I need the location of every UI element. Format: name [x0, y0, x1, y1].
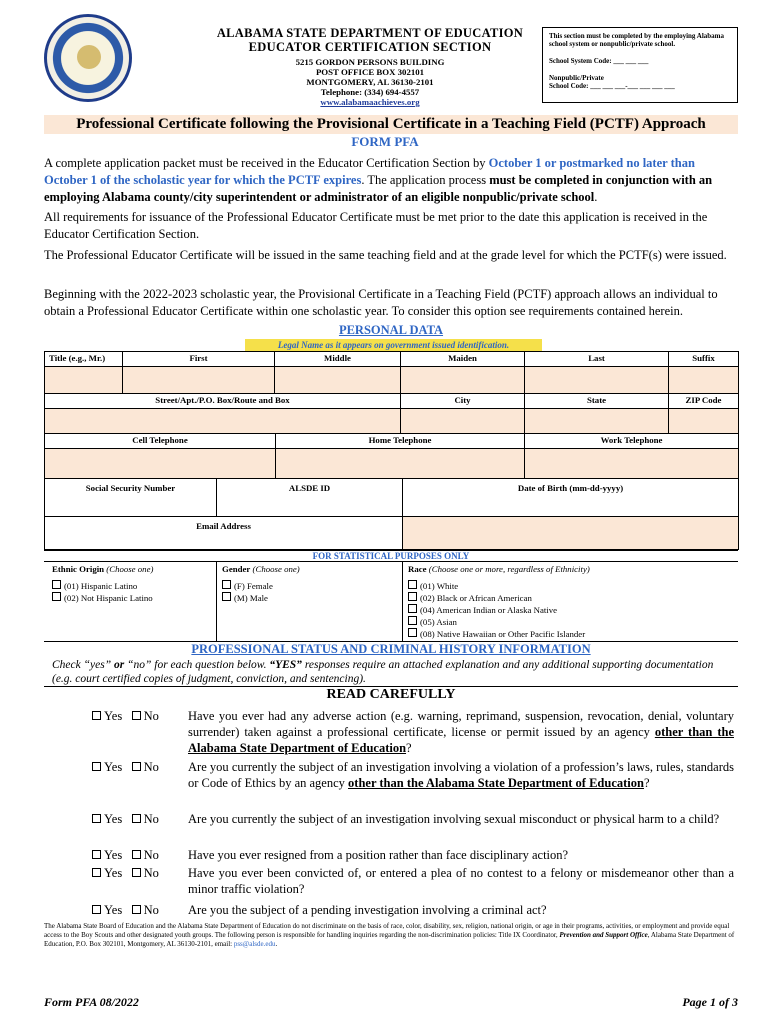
race-group [408, 563, 738, 640]
no-label: No [143, 848, 159, 862]
zip-label: ZIP Code [669, 394, 739, 409]
employer-note: This section must be completed by the employing Alabama school system or nonpublic/private school. [549, 32, 725, 48]
ethnic-option-label: (02) Not Hispanic Latino [64, 593, 153, 603]
home-phone-label: Home Telephone [276, 434, 525, 449]
yes-label: Yes [104, 709, 123, 723]
title-label: Title (e.g., Mr.) [45, 352, 123, 367]
checkbox-icon[interactable] [222, 580, 231, 589]
race-label: Race [408, 564, 427, 574]
checkbox-icon[interactable] [408, 616, 417, 625]
question-5 [92, 865, 734, 897]
street-input[interactable] [45, 409, 401, 434]
instruction-or: or [113, 659, 125, 671]
first-name-label: First [123, 352, 275, 367]
page-title: Professional Certificate following the Provisional Certificate in a Teaching Field (PCTF) Approach [44, 115, 738, 134]
check-instructions [52, 658, 732, 686]
no-label: No [143, 903, 159, 917]
website-link[interactable]: www.alabamaachieves.org [320, 97, 420, 108]
race-option-label: (05) Asian [420, 617, 457, 627]
checkbox-icon[interactable] [408, 604, 417, 613]
deadline-text: October 1 or postmarked no later than October 1 of the scholastic year for which the PCTF expires [44, 156, 695, 187]
checkbox-icon[interactable] [52, 592, 61, 601]
id-table [44, 478, 739, 517]
checkbox-icon[interactable] [408, 628, 417, 637]
state-label: State [525, 394, 669, 409]
intro-paragraph [44, 155, 738, 206]
form-name: FORM PFA [351, 134, 419, 149]
race-option-asian[interactable] [408, 616, 738, 628]
first-name-input[interactable] [123, 367, 275, 394]
question-6 [92, 902, 734, 918]
no-label: No [143, 760, 159, 774]
yes-checkbox-icon[interactable] [92, 711, 101, 720]
question-text: Have you ever resigned from a position rather than face disciplinary action? [188, 848, 569, 862]
gender-option-female[interactable] [222, 580, 398, 592]
question-4 [92, 847, 734, 863]
cell-phone-input[interactable] [45, 449, 276, 479]
agency-name: ALABAMA STATE DEPARTMENT OF EDUCATION [216, 26, 524, 40]
legal-name-note: Legal Name as it appears on government issued identification. [245, 339, 542, 351]
street-label: Street/Apt./P.O. Box/Route and Box [45, 394, 401, 409]
no-label: No [143, 866, 159, 880]
gender-group [222, 563, 398, 604]
yes-label: Yes [104, 760, 123, 774]
pctf-paragraph: Beginning with the 2022-2023 scholastic year, the Provisional Certificate in a Teaching Field (PCTF) approach allows an individual to obtain a Professional Educator Certificate within one scholastic year. To consider this option see requirements contained herein. [44, 287, 718, 318]
employer-box [542, 27, 738, 103]
city-input[interactable] [401, 409, 525, 434]
private-school-label: Nonpublic/Private [549, 74, 604, 82]
alsde-id-label: ALSDE ID [217, 479, 403, 517]
yes-checkbox-icon[interactable] [92, 905, 101, 914]
race-option-label: (02) Black or African American [420, 593, 532, 603]
question-text: Have you ever been convicted of, or entered a plea of no contest to a felony or misdemeanor other than a minor traffic violation? [188, 866, 734, 896]
checkbox-icon[interactable] [52, 580, 61, 589]
city-label: City [401, 394, 525, 409]
no-label: No [143, 709, 159, 723]
question-end: ? [406, 741, 412, 755]
ethnic-option-label: (01) Hispanic Latino [64, 581, 138, 591]
checkbox-icon[interactable] [408, 592, 417, 601]
notice-office: Prevention and Support Office [559, 931, 648, 939]
gender-hint: (Choose one) [252, 564, 300, 574]
alsde-seal-logo [44, 14, 132, 102]
notice-text-c: , Alabama State Department of Education, P.O. Box 302101, Montgomery, AL 36130-2101, email: [44, 931, 735, 948]
race-option-black[interactable] [408, 592, 738, 604]
no-checkbox-icon[interactable] [132, 814, 141, 823]
email-label: Email Address [45, 517, 403, 550]
question-text: Are you the subject of a pending investigation involving a criminal act? [188, 903, 547, 917]
yes-checkbox-icon[interactable] [92, 814, 101, 823]
form-version: Form PFA 08/2022 [44, 995, 139, 1009]
section-name: EDUCATOR CERTIFICATION SECTION [248, 40, 492, 55]
last-name-input[interactable] [525, 367, 669, 394]
gender-label: Gender [222, 564, 251, 574]
address-line-1: 5215 GORDON PERSONS BUILDING [295, 56, 445, 67]
no-label: No [143, 812, 159, 826]
question-text: Have you ever had any adverse action (e.g. warning, reprimand, suspension, revocation, denial, voluntary surrender) taken against a professional certificate, license or permit issued by an agency [188, 709, 734, 739]
race-option-american-indian[interactable] [408, 604, 738, 616]
yes-label: Yes [104, 866, 123, 880]
zip-input[interactable] [669, 409, 739, 434]
gender-option-male[interactable] [222, 592, 398, 604]
address-line-3: MONTGOMERY, AL 36130-2101 [306, 76, 434, 87]
page-number: Page 1 of 3 [682, 995, 738, 1009]
no-checkbox-icon[interactable] [132, 711, 141, 720]
yes-checkbox-icon[interactable] [92, 868, 101, 877]
yes-checkbox-icon[interactable] [92, 850, 101, 859]
professional-status-heading: PROFESSIONAL STATUS AND CRIMINAL HISTORY INFORMATION [191, 642, 591, 656]
checkbox-icon[interactable] [408, 580, 417, 589]
title-input[interactable] [45, 367, 123, 394]
yes-checkbox-icon[interactable] [92, 762, 101, 771]
intro-text-a: A complete application packet must be received in the Educator Certification Section by [44, 156, 489, 170]
nondiscrimination-notice [44, 922, 738, 949]
statistics-heading: FOR STATISTICAL PURPOSES ONLY [44, 550, 738, 562]
ethnic-option-hispanic[interactable] [52, 580, 212, 592]
race-option-label: (04) American Indian or Alaska Native [420, 605, 558, 615]
race-option-label: (01) White [420, 581, 459, 591]
intro-text-c: . The application process [361, 173, 490, 187]
question-text: Are you currently the subject of an investigation involving a violation of a profession’s laws, rules, standards or Code of Ethics by an agency [188, 760, 734, 790]
middle-name-label: Middle [275, 352, 401, 367]
question-2 [92, 759, 734, 791]
school-system-code-field[interactable]: School System Code: ___ ___ ___ [549, 57, 649, 65]
no-checkbox-icon[interactable] [132, 868, 141, 877]
race-option-white[interactable] [408, 580, 738, 592]
instruction-text-a: Check “yes” [52, 659, 114, 671]
address-table [44, 393, 739, 434]
intro-text-e: . [594, 190, 598, 204]
race-hint: (Choose one or more, regardless of Ethnicity) [428, 564, 590, 574]
suffix-label: Suffix [669, 352, 739, 367]
private-school-code-field[interactable]: School Code: ___ ___ ___-___ ___ ___ ___ [549, 82, 675, 90]
maiden-name-input[interactable] [401, 367, 525, 394]
state-input[interactable] [525, 409, 669, 434]
last-name-label: Last [525, 352, 669, 367]
read-carefully-heading: READ CAREFULLY [326, 687, 456, 702]
instruction-yes: “YES” [269, 659, 302, 671]
question-text: Are you currently the subject of an investigation involving sexual misconduct or physical harm to a child? [188, 812, 720, 826]
name-table [44, 351, 739, 394]
suffix-input[interactable] [669, 367, 739, 394]
yes-label: Yes [104, 812, 123, 826]
gender-option-label: (M) Male [234, 593, 268, 603]
ethnic-origin-label: Ethnic Origin [52, 564, 105, 574]
yes-label: Yes [104, 848, 123, 862]
question-1 [92, 708, 734, 756]
phone-table [44, 433, 739, 479]
yes-label: Yes [104, 903, 123, 917]
no-checkbox-icon[interactable] [132, 850, 141, 859]
personal-data-heading: PERSONAL DATA [338, 323, 444, 337]
instruction-text-b: “no” for each question below. [124, 659, 270, 671]
notice-text-a: The Alabama State Board of Education and the Alabama State Department of Education do not discriminate on the basis of race, color, disability, sex, religion, national origin, or age in their programs, activities, or employment and provide equal access to the Boy Scouts and other designated youth groups. The following person is responsible for handling inquiries regarding the non-discrimination policies: Title IX Coordinator, [44, 922, 730, 939]
notice-end: . [275, 940, 278, 948]
ethnic-origin-hint: (Choose one) [106, 564, 154, 574]
ethnic-option-not-hispanic[interactable] [52, 592, 212, 604]
email-input[interactable] [403, 517, 739, 550]
address-line-2: POST OFFICE BOX 302101 [315, 66, 425, 77]
agency-header [190, 26, 550, 107]
work-phone-input[interactable] [525, 449, 739, 479]
race-option-label: (08) Native Hawaiian or Other Pacific Islander [420, 629, 586, 639]
requirements-paragraph: All requirements for issuance of the Professional Educator Certificate must be met prior to the date this application is received in the Educator Certification Section. [44, 210, 708, 241]
employer-requirement-text: must be completed in conjunction with an employing Alabama county/city superintendent or administrator of an eligible nonpublic/private school [44, 173, 713, 204]
no-checkbox-icon[interactable] [132, 762, 141, 771]
ethnic-origin-group [52, 563, 212, 604]
work-phone-label: Work Telephone [525, 434, 739, 449]
gender-option-label: (F) Female [234, 581, 273, 591]
phone-number: Telephone: (334) 694-4557 [320, 87, 420, 98]
notice-email-link[interactable]: pss@alsde.edu [233, 940, 276, 948]
middle-name-input[interactable] [275, 367, 401, 394]
no-checkbox-icon[interactable] [132, 905, 141, 914]
question-3 [92, 811, 734, 827]
dob-label: Date of Birth (mm-dd-yyyy) [403, 479, 739, 517]
instruction-text-c: responses require an attached explanation and any additional supporting documentation (e.g. court certified copies of judgment, conviction, and sentencing). [52, 659, 714, 685]
race-option-pacific-islander[interactable] [408, 628, 738, 640]
maiden-name-label: Maiden [401, 352, 525, 367]
ssn-label: Social Security Number [45, 479, 217, 517]
issuance-paragraph: The Professional Educator Certificate will be issued in the same teaching field and at the grade level for which the PCTF(s) were issued. [44, 248, 727, 262]
checkbox-icon[interactable] [222, 592, 231, 601]
question-emphasis: other than the Alabama State Department of Education [348, 776, 644, 790]
home-phone-input[interactable] [276, 449, 525, 479]
email-table [44, 516, 739, 550]
question-end: ? [643, 776, 650, 790]
cell-phone-label: Cell Telephone [45, 434, 276, 449]
question-emphasis: other than the Alabama State Department of Education [188, 725, 734, 755]
